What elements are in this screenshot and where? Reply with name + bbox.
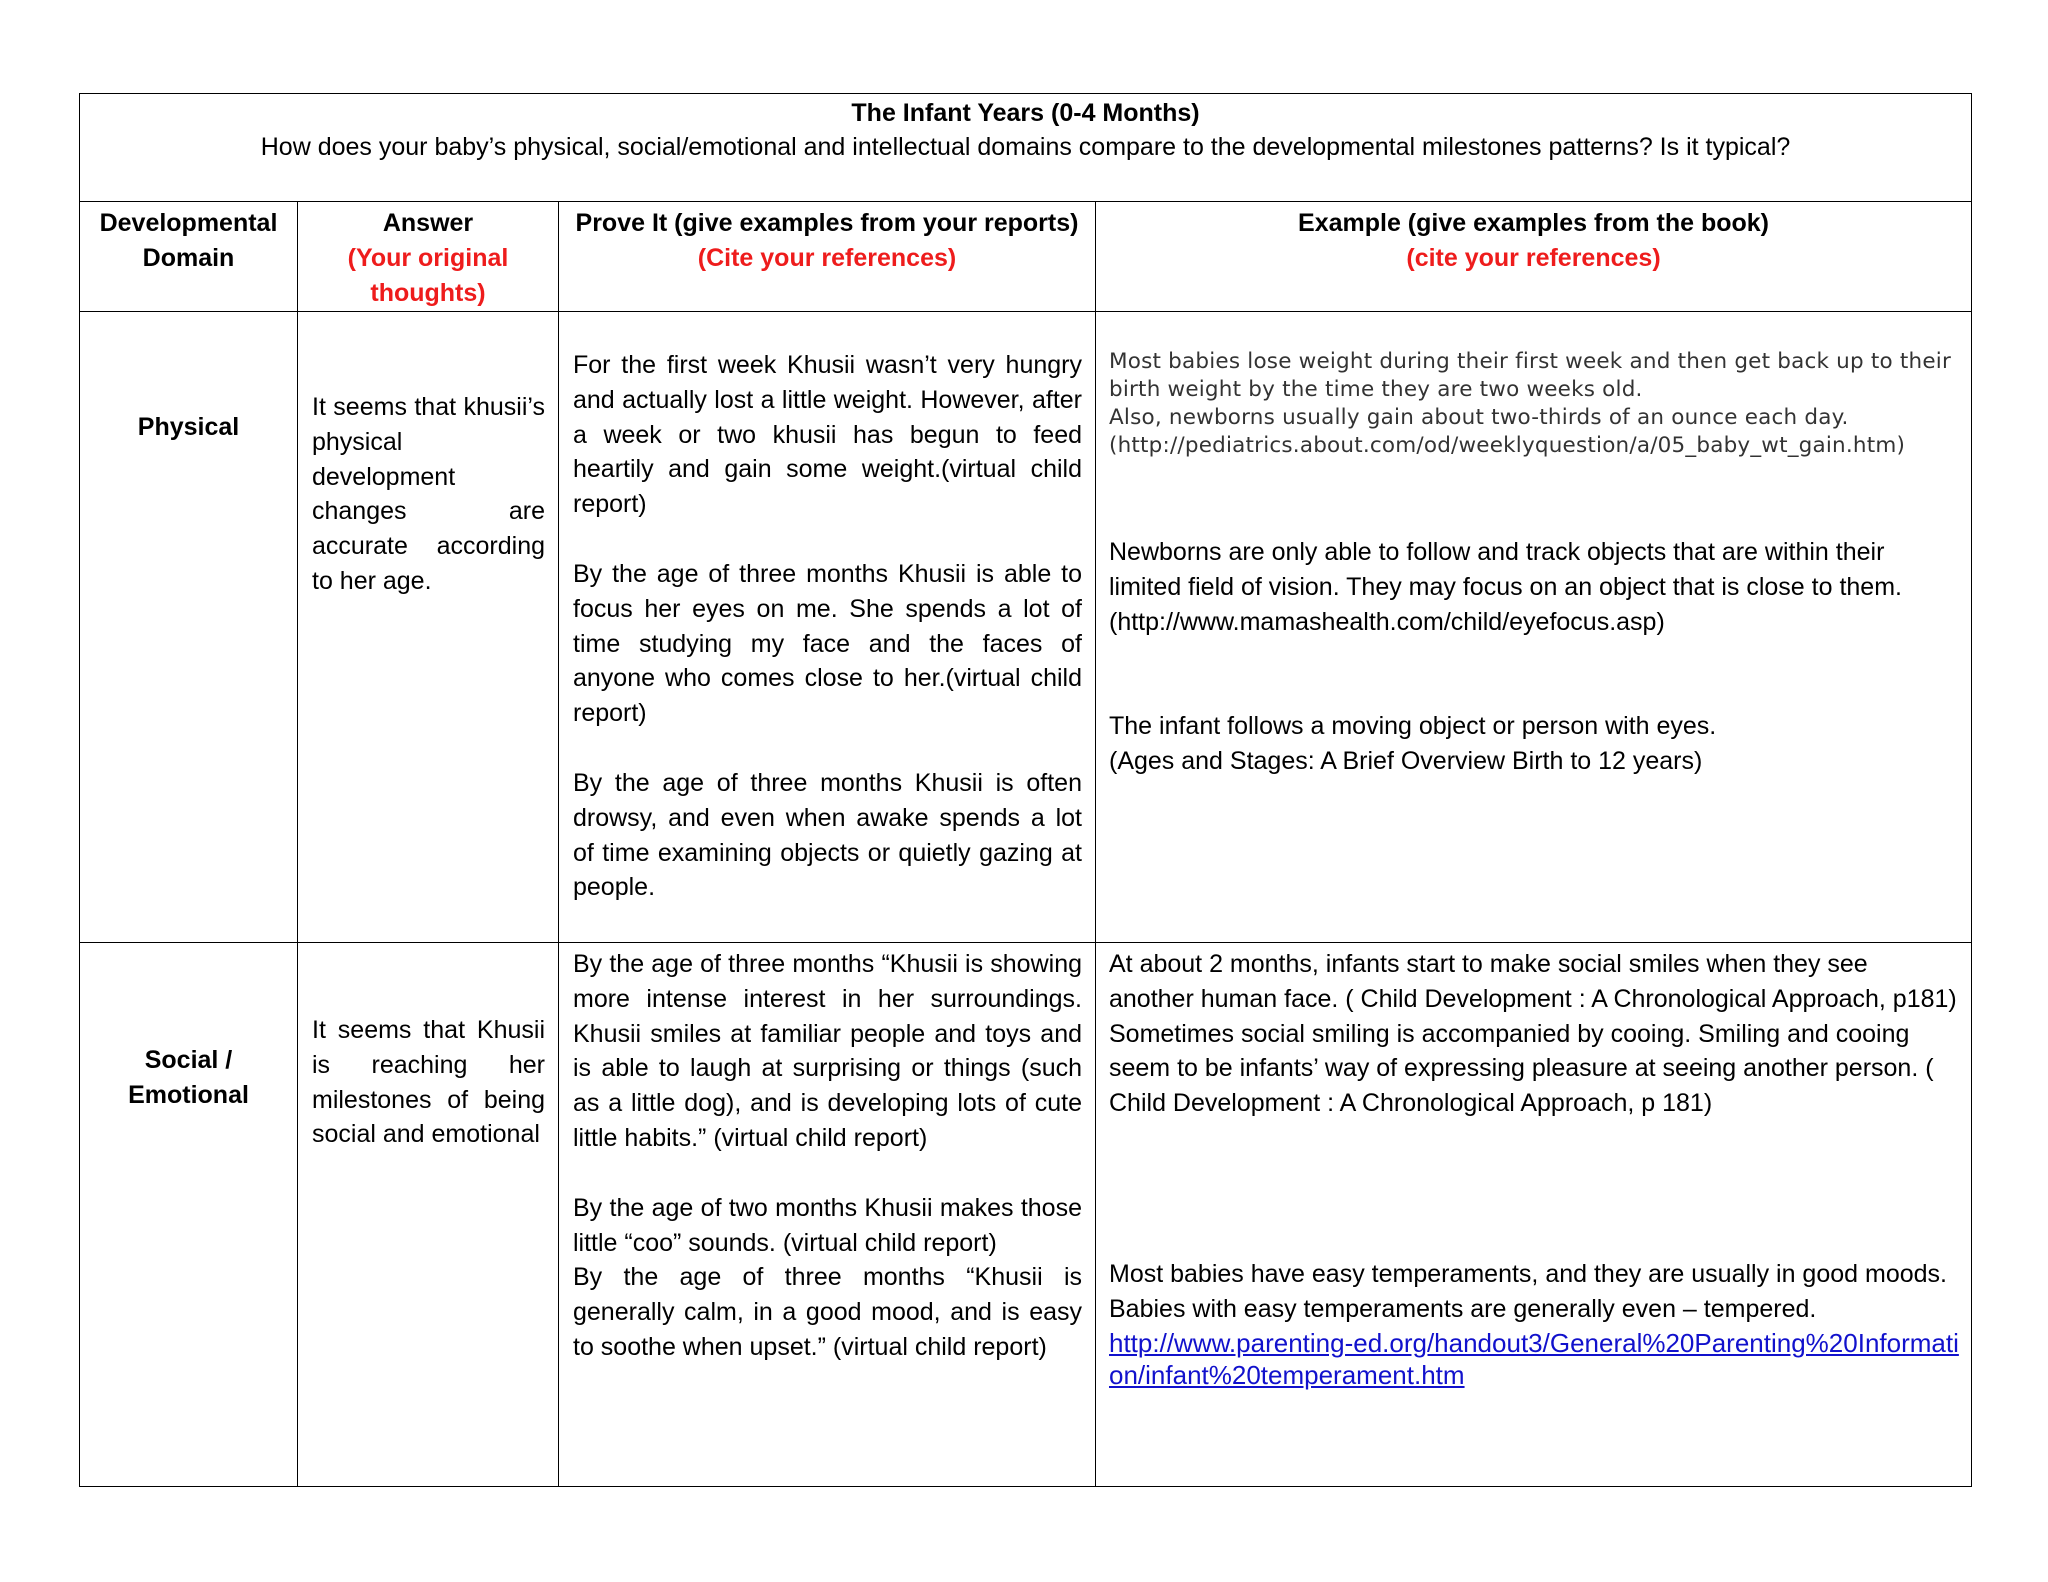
domain-social-line2: Emotional [128,1081,249,1109]
header-answer-label: Answer [382,209,474,237]
example-physical [1096,312,1972,943]
prove-physical-2: By the age of three months Khusii is able to focus her eyes on me. She spends a lot of time studying my face and the faces of anyone who comes close to her.(virtual child report) [573,559,1082,728]
answer-physical [298,312,559,943]
example-physical-vision: Newborns are only able to follow and track objects that are within their limited field of vision. They may focus on an object that is close to them. [1109,538,1902,601]
example-physical-gain-ref: (http://pediatrics.about.com/od/weeklyquestion/a/05_baby_wt_gain.htm) [1109,433,1906,458]
prove-physical [559,312,1096,943]
example-physical-follow-ref: (Ages and Stages: A Brief Overview Birth to 12 years) [1109,747,1703,776]
prove-social-3: By the age of three months “Khusii is generally calm, in a good mood, and is easy to soothe when upset.” (virtual child report) [573,1263,1082,1361]
table-row [80,312,1972,943]
answer-physical-text: It seems that khusii’s physical development changes are accurate according to her age. [312,393,545,595]
example-physical-follow: The infant follows a moving object or person with eyes. [1109,712,1717,741]
prove-social [559,943,1096,1487]
temperament-link[interactable]: http://www.parenting-ed.org/handout3/General%20Parenting%20Information/infant%20temperament.htm [1109,1327,1959,1391]
example-social-cooing: Sometimes social smiling is accompanied by cooing. Smiling and cooing seem to be infants’ way of expressing pleasure at seeing another person. ( Child Development : A Chronological Approach, p 181) [1109,1019,1934,1118]
answer-social [298,943,559,1487]
table-title: The Infant Years (0-4 Months) [851,99,1200,127]
header-prove-label: Prove It (give examples from your reports) [575,209,1079,237]
table-question: How does your baby’s physical, social/emotional and intellectual domains compare to the developmental milestones patterns? Is it typical? [260,133,1791,161]
prove-social-2: By the age of two months Khusii makes those little “coo” sounds. (virtual child report) [573,1193,1082,1257]
header-example-sub: (cite your references) [1406,244,1661,272]
example-physical-weight: Most babies lose weight during their first week and then get back up to their birth weight by the time they are two weeks old. [1109,349,1952,402]
header-prove [559,202,1096,312]
example-social-smiles: At about 2 months, infants start to make social smiles when they see another human face. ( Child Development : A Chronological Approach, p181) [1109,950,1957,1013]
domain-social [80,943,298,1487]
domain-physical: Physical [80,312,298,943]
title-cell [80,94,1972,202]
prove-social-1: By the age of three months “Khusii is showing more intense interest in her surroundings. Khusii smiles at familiar people and toys and is able to laugh at surprising or things (such as a little dog), and is developing lots of cute little habits.” (virtual child report) [573,950,1082,1152]
example-social [1096,943,1972,1487]
example-social-temperament: Most babies have easy temperaments, and they are usually in good moods. Babies with easy temperaments are generally even – tempered. [1109,1259,1947,1323]
header-example [1096,202,1972,312]
table-row [80,943,1972,1487]
example-physical-vision-ref: (http://www.mamashealth.com/child/eyefocus.asp) [1109,607,1665,636]
example-physical-gain: Also, newborns usually gain about two-thirds of an ounce each day. [1109,405,1849,430]
domain-social-line1: Social / [144,1046,233,1074]
header-answer-sub: (Your original thoughts) [347,244,509,307]
prove-physical-1: For the first week Khusii wasn’t very hungry and actually lost a little weight. However, after a week or two khusii has begun to feed heartily and gain some weight.(virtual child report) [573,351,1082,519]
answer-social-text: It seems that Khusii is reaching her milestones of being social and emotional [312,1016,545,1149]
header-answer [298,202,559,312]
prove-physical-3: By the age of three months Khusii is often drowsy, and even when awake spends a lot of time examining objects or quietly gazing at people. [573,768,1082,902]
header-example-label: Example (give examples from the book) [1298,209,1769,237]
header-domain [80,202,298,312]
header-prove-sub: (Cite your references) [697,244,957,272]
milestones-table [79,93,1972,1487]
header-domain-label: Developmental Domain [99,209,278,272]
